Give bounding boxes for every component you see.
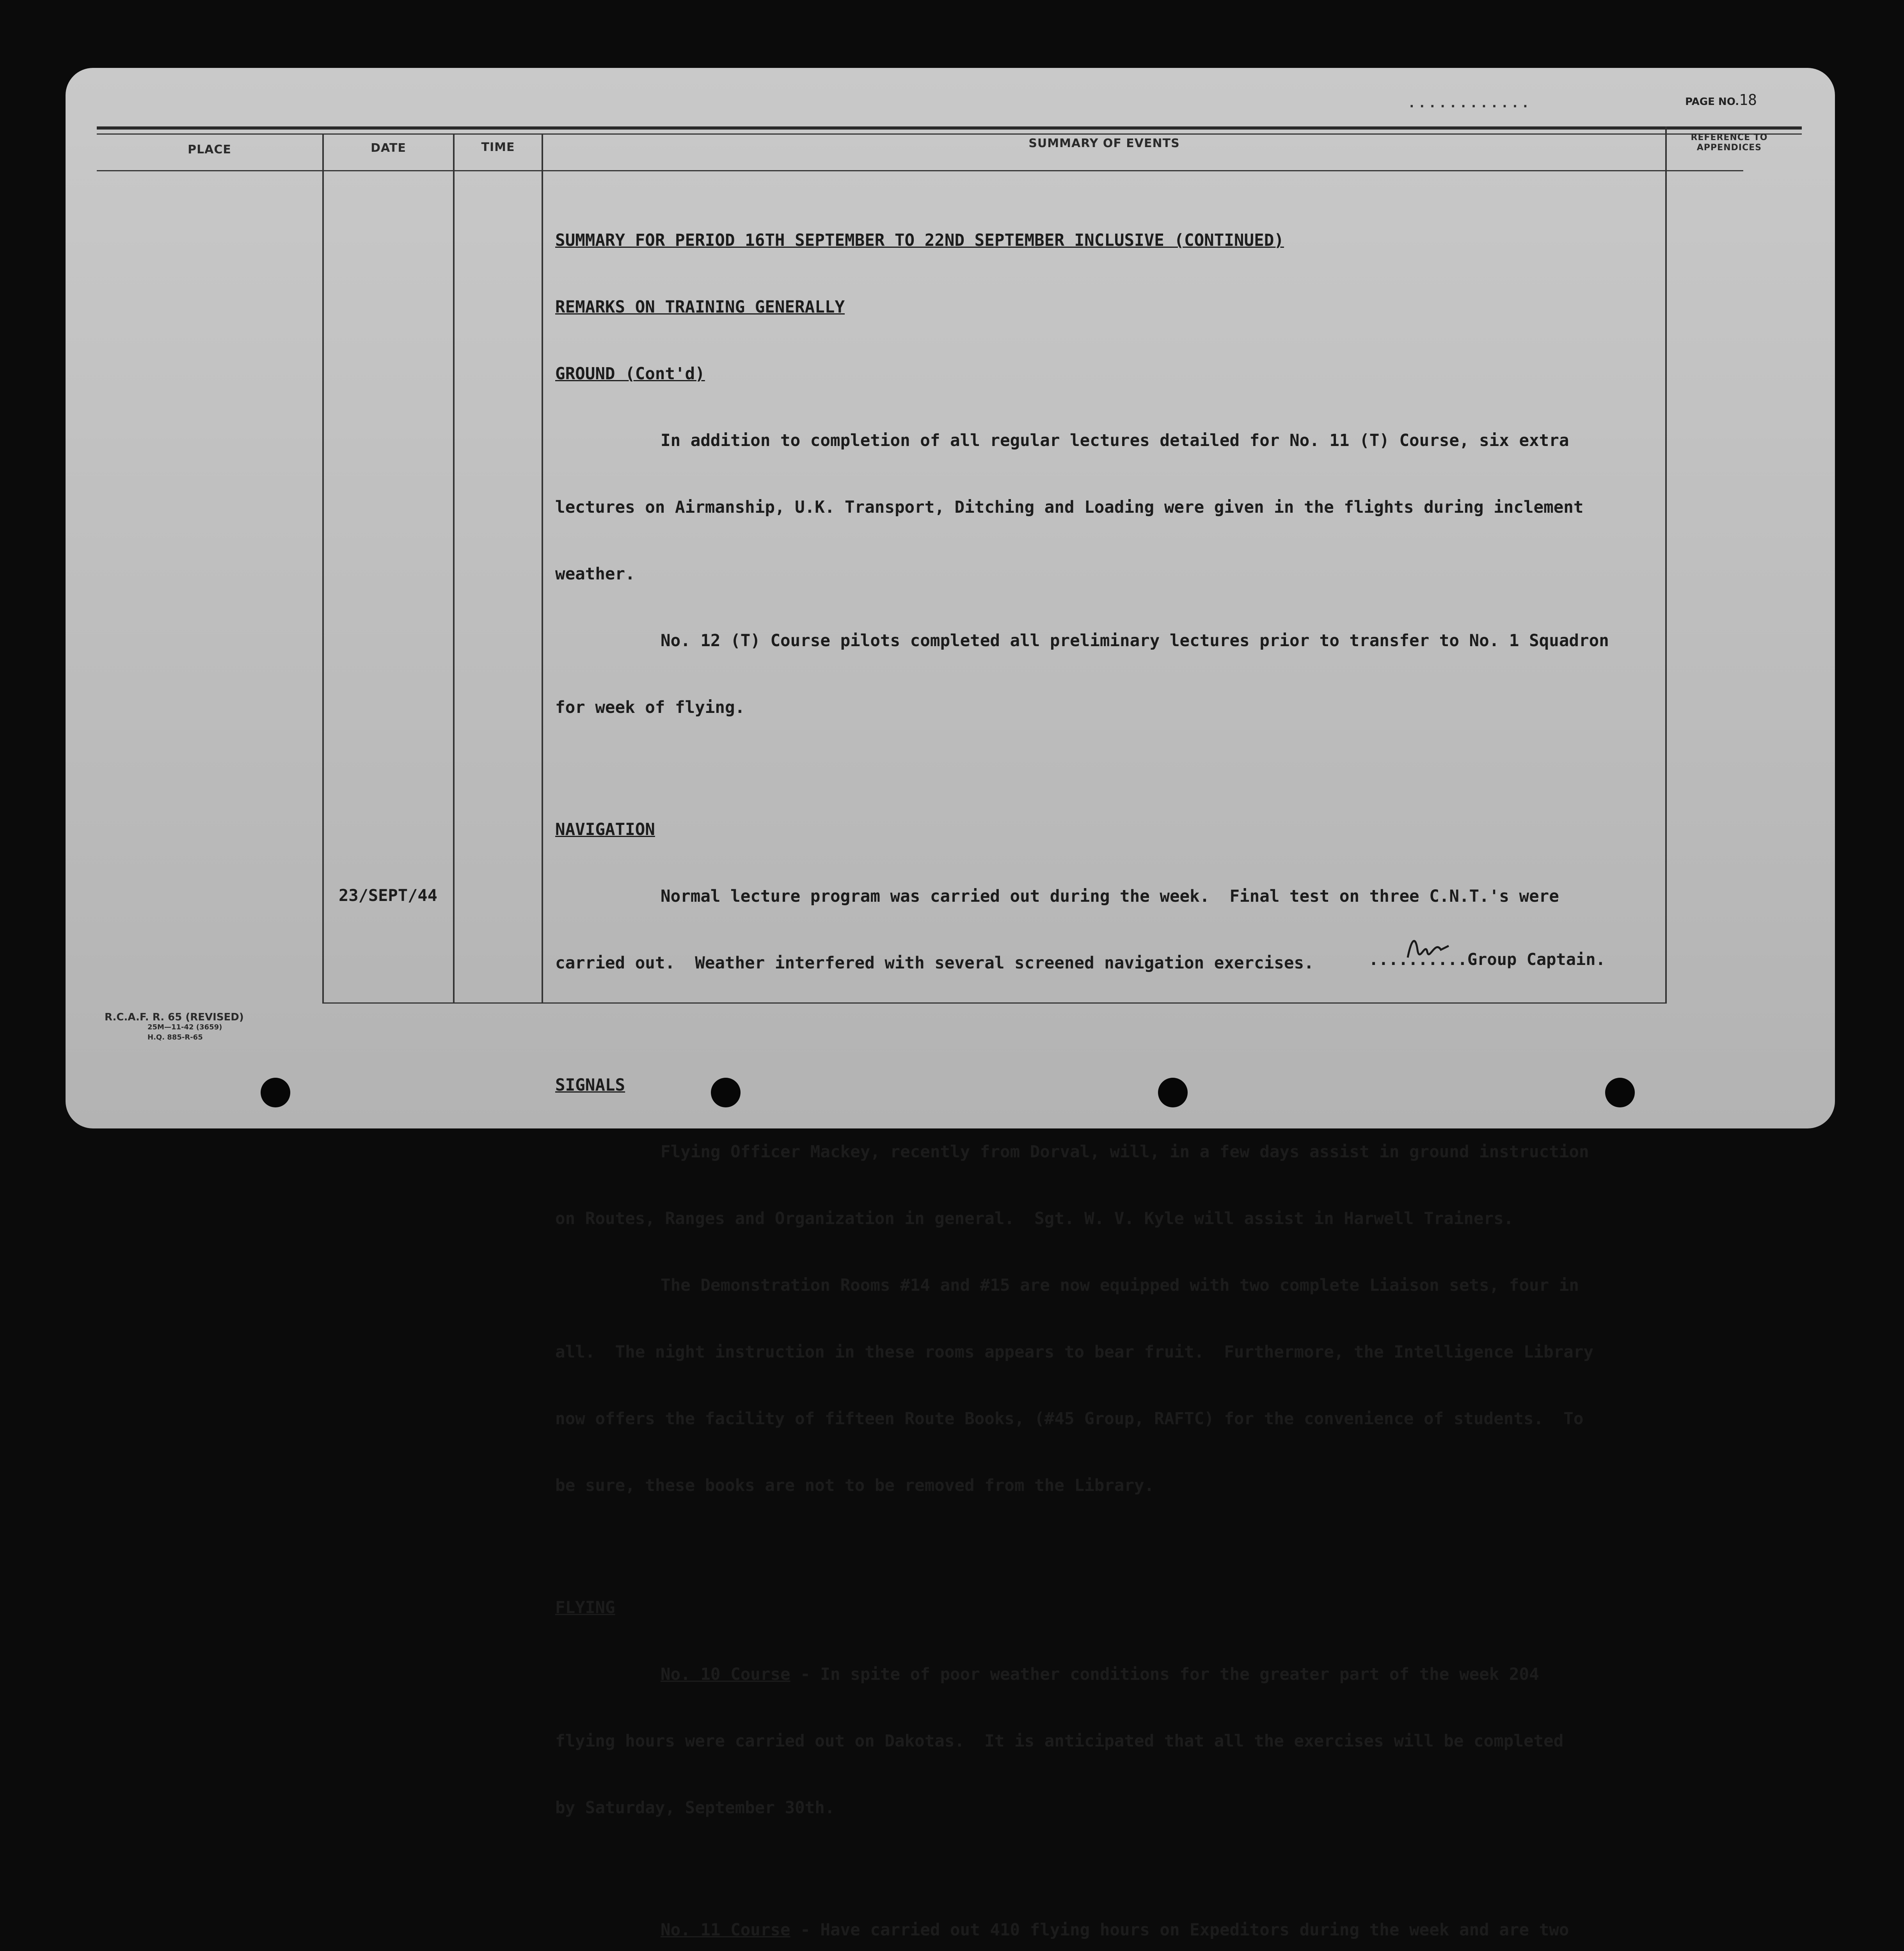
header-rule bbox=[97, 170, 1743, 171]
header-reference-line2: APPENDICES bbox=[1696, 143, 1762, 153]
course-10-text: - In spite of poor weather conditions for the greater part of the week 204 bbox=[790, 1665, 1539, 1684]
top-rule-thick bbox=[97, 126, 1802, 130]
signature-line: ..........Group Captain. bbox=[1369, 950, 1606, 969]
punch-hole bbox=[1158, 1078, 1188, 1107]
page-number-value: 18 bbox=[1739, 91, 1757, 108]
form-line-3: H.Q. 885-R-65 bbox=[147, 1033, 203, 1041]
document-sheet bbox=[66, 68, 1835, 1940]
form-line-2: 25M—11-42 (3659) bbox=[147, 1023, 222, 1031]
text-line bbox=[555, 1919, 1757, 1941]
page-number-label: PAGE NO. bbox=[1685, 96, 1739, 108]
navigation-heading: NAVIGATION bbox=[555, 820, 655, 839]
text-line: In addition to completion of all regular lectures detailed for No. 11 (T) Course, six extra bbox=[661, 431, 1569, 450]
summary-of-events bbox=[555, 185, 1757, 1951]
signals-heading: SIGNALS bbox=[555, 1076, 625, 1095]
punch-hole bbox=[1605, 1078, 1635, 1107]
text-line: weather. bbox=[555, 565, 635, 584]
text-line: for week of flying. bbox=[555, 698, 745, 717]
punch-hole bbox=[711, 1078, 741, 1107]
header-time: TIME bbox=[481, 140, 515, 154]
col-divider-time bbox=[542, 133, 543, 1004]
page-number bbox=[1685, 91, 1757, 108]
remarks-heading: REMARKS ON TRAINING GENERALLY bbox=[555, 298, 845, 317]
text-line: Normal lecture program was carried out during the week. Final test on three C.N.T.'s were bbox=[661, 887, 1559, 906]
top-rule-thin bbox=[97, 133, 1802, 135]
col-divider-date bbox=[453, 133, 455, 1004]
page-dots: ............ bbox=[1408, 95, 1532, 111]
text-line: No. 12 (T) Course pilots completed all preliminary lectures prior to transfer to No. 1 Squadron bbox=[661, 631, 1609, 650]
form-number bbox=[105, 1012, 244, 1043]
punch-hole bbox=[261, 1078, 290, 1107]
entry-date: 23/SEPT/44 bbox=[339, 886, 437, 905]
summary-heading: SUMMARY FOR PERIOD 16TH SEPTEMBER TO 22ND SEPTEMBER INCLUSIVE (CONTINUED) bbox=[555, 231, 1284, 250]
header-date: DATE bbox=[371, 141, 406, 155]
ground-heading: GROUND (Cont'd) bbox=[555, 364, 705, 384]
text-line: now offers the facility of fifteen Route Books, (#45 Group, RAFTC) for the convenience of students. To bbox=[555, 1409, 1584, 1429]
form-line-1: R.C.A.F. R. 65 (REVISED) bbox=[105, 1011, 244, 1023]
course-11-text: - Have carried out 410 flying hours on Expeditors during the week and are two bbox=[790, 1921, 1569, 1940]
course-10-label: No. 10 Course bbox=[661, 1665, 790, 1684]
text-line bbox=[555, 1663, 1757, 1686]
header-summary: SUMMARY OF EVENTS bbox=[1028, 137, 1180, 150]
text-line: The Demonstration Rooms #14 and #15 are now equipped with two complete Liaison sets, four in bbox=[661, 1276, 1579, 1295]
flying-heading: FLYING bbox=[555, 1598, 615, 1617]
text-line: by Saturday, September 30th. bbox=[555, 1798, 835, 1818]
col-divider-place bbox=[322, 133, 324, 1004]
text-line: all. The night instruction in these rooms appears to bear fruit. Furthermore, the Intelligence Library bbox=[555, 1343, 1594, 1362]
text-line: lectures on Airmanship, U.K. Transport, Ditching and Loading were given in the flights during inclement bbox=[555, 498, 1584, 517]
header-reference-line1: REFERENCE TO bbox=[1691, 133, 1768, 142]
text-line: be sure, these books are not to be removed from the Library. bbox=[555, 1476, 1154, 1495]
text-line: flying hours were carried out on Dakotas. It is anticipated that all the exercises will be completed bbox=[555, 1732, 1564, 1751]
text-line: carried out. Weather interfered with several screened navigation exercises. bbox=[555, 954, 1314, 973]
text-line: on Routes, Ranges and Organization in general. Sgt. W. V. Kyle will assist in Harwell Trainers. bbox=[555, 1209, 1514, 1228]
text-line: Flying Officer Mackey, recently from Dorval, will, in a few days assist in ground instruction bbox=[661, 1143, 1589, 1162]
header-place: PLACE bbox=[188, 143, 231, 156]
course-11-label: No. 11 Course bbox=[661, 1921, 790, 1940]
